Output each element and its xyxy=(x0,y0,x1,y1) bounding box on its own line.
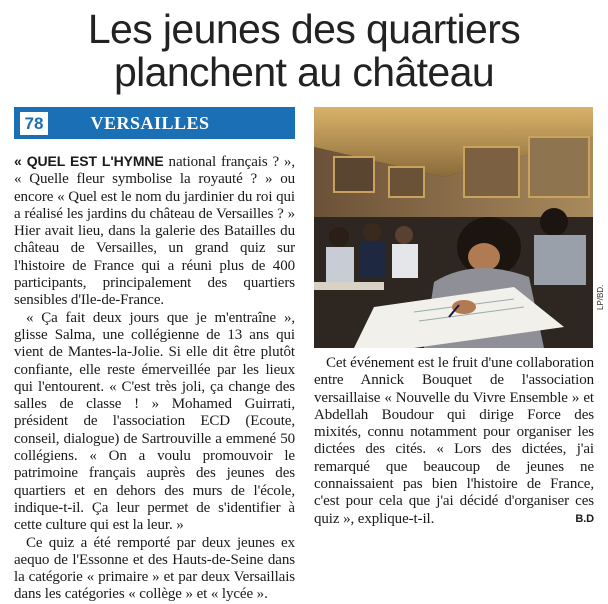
headline xyxy=(0,8,608,94)
byline: B.D xyxy=(575,512,594,525)
location-label: VERSAILLES xyxy=(90,113,210,133)
headline-line-2: planchent au château xyxy=(113,49,495,95)
article-paragraph-1: « QUEL EST L'HYMNE national français ? », « Quelle fleur symbolise la royauté ? » ou encore « Quel est le nom du jardinier du roi qui a réalisé les jardins du château de Versailles ? » Hier avait lieu, dans la galerie des Batailles du château de Versailles, un grand quiz sur l'histoire de France qui a réuni plus de 400 participants, principalement des quartiers sensibles d'Ile-de-France. xyxy=(14,153,295,309)
article-paragraph-3: Ce quiz a été remporté par deux jeunes ex aequo de l'Essonne et des Hauts-de-Seine dans la catégorie « primaire » et par deux Versaillais dans les catégories « collège » et « lycée ». xyxy=(14,534,295,603)
article-column-left xyxy=(14,153,295,604)
department-badge: 78 xyxy=(19,111,49,136)
article-photo xyxy=(314,107,593,348)
photo-credit: LP/BD. xyxy=(596,284,605,310)
headline-line-1: Les jeunes des quartiers xyxy=(87,6,521,52)
article-paragraph-4: Cet événement est le fruit d'une collaboration entre Annick Bouquet de l'association versaillaise « Nouvelle du Vivre Ensemble » et Abdellah Boudour qui dirige Force des mixités, connu notamment pour organiser les dictées des cités. « Lors des dictées, j'ai remarqué que beaucoup de jeunes ne connaissaient pas bien l'histoire de France, c'est pour cela que j'ai décidé d'organiser ces quiz », explique-t-il. B.D xyxy=(314,355,595,527)
article-paragraph-2: « Ça fait deux jours que je m'entraîne », glisse Salma, une collégienne de 13 ans qui vient de Mantes-la-Jolie. Si elle dit être plutôt confiante, elle reste émerveillée par les lieux qui l'entourent. « C'est très joli, ça change des salles de classe ! » Mohamed Guirrati, président de l'association ECD (Ecoute, conseil, dialogue) de Sartrouville a emmené 50 collégiens. « On a voulu promouvoir le patrimoine français auprès des jeunes des quartiers et en dehors des murs de l'école, indique-t-il. Ça leur permet de s'identifier à cette culture qui est la leur. » xyxy=(14,309,295,534)
article-column-right xyxy=(314,355,594,528)
students-writing-quiz-image xyxy=(314,107,593,348)
lead-in: « QUEL EST L'HYMNE xyxy=(14,153,164,169)
